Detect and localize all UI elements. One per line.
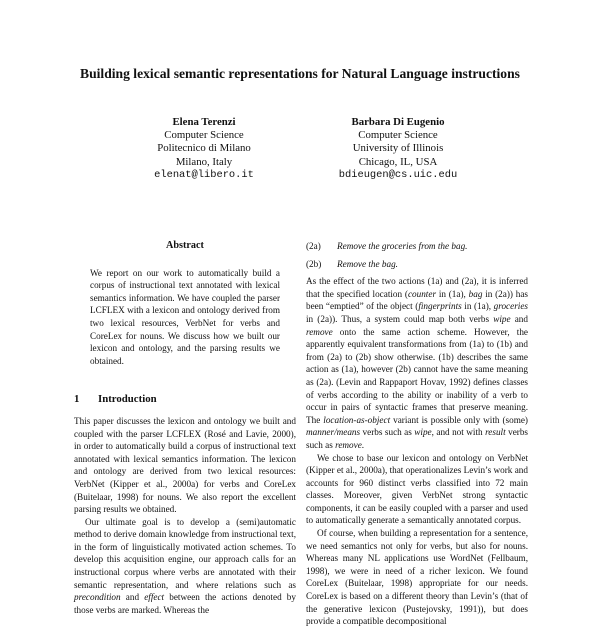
example-text: Remove the groceries from the bag. xyxy=(337,241,468,251)
body-paragraph-2: We chose to base our lexicon and ontology on VerbNet (Kipper et al., 2000a), that operationalizes Levin’s work and accounts for 960 distinct verbs classified into 72 main classes. Moreover, given VerbNet strong syntactic components, it can be easily coupled with a parser and used to automatically generate a semantically annotated corpus. xyxy=(306,452,528,526)
author-block-2 xyxy=(288,116,508,182)
author-institution: Politecnico di Milano xyxy=(157,142,251,155)
left-column xyxy=(74,240,296,616)
section-heading-introduction xyxy=(74,393,296,406)
section-number: 1 xyxy=(74,393,80,406)
intro-paragraph-1: This paper discusses the lexicon and ontology we built and coupled with the parser LCFLEX (Rosé and Lavie, 2000), in order to automatically build a corpus of instructional text annotated with lexical semantics information. The lexicon and ontology are derived from two lexical resources: VerbNet (Kipper et al., 2000a) for verbs and CoreLex (Buitelaar, 1998) for nouns. We also report the excellent parsing results we obtained. xyxy=(74,415,296,515)
example-2a xyxy=(306,240,528,253)
section-title: Introduction xyxy=(98,393,157,406)
author-block-1 xyxy=(94,116,314,182)
author-location: Chicago, IL, USA xyxy=(358,155,438,168)
body-paragraph-1: As the effect of the two actions (1a) and (2a), it is inferred that the specified location (counter in (1a), bag in (2a)) has been “emptied” of the object (fingerprints in (1a), groceries in (2a)). Thus, a system could map both verbs wipe and remove onto the same action scheme. However, the apparently equivalent transformations from (1a) to (1b) and from (2a) to (2b) show otherwise. (1b) describes the same action as (1a), however (2b) cannot have the same meaning as (2a). (Levin and Rappaport Hovav, 1992) defines classes of verbs according to the ability or inability of a verb to occur in pairs of syntactic frames that preserve meaning. The location-as-object variant is possible only with (some) manner/means verbs such as wipe, and not with result verbs such as remove. xyxy=(306,276,528,450)
right-column xyxy=(306,240,528,628)
abstract-heading: Abstract xyxy=(166,240,204,251)
author-institution: University of Illinois xyxy=(352,142,444,155)
abstract-text: We report on our work to automatically build a corpus of instructional text annotated with lexical semantics information. We have coupled the parser LCFLEX with a lexicon and ontology derived from two lexical resources, VerbNet for verbs and CoreLex for nouns. We discuss how we built our lexicon and ontology, and the parsing results we obtained. xyxy=(90,267,280,366)
body-paragraph-3: Of course, when building a representation for a sentence, we need semantics not only for verbs, but also for nouns. Whereas many NL applications use WordNet (Fellbaum, 1998), we were in need of a richer lexicon. We found CoreLex (Buitelaar, 1998) appropriate for our needs. CoreLex is based on a different theory than Levin’s (that of the generative lexicon (Pustejovsky, 1991)), but does provide a compatible decompositional xyxy=(306,528,528,627)
author-department: Computer Science xyxy=(358,129,438,142)
author-email[interactable]: bdieugen@cs.uic.edu xyxy=(338,168,458,181)
author-email[interactable]: elenat@libero.it xyxy=(154,168,254,181)
example-tag: (2a) xyxy=(306,241,321,251)
intro-paragraph-2: Our ultimate goal is to develop a (semi)automatic method to derive domain knowledge from instructional text, in the form of linguistically motivated action schemes. To develop this acquisition engine, our approach calls for an instructional corpus where verbs are annotated with their semantic representation, and where relations such as precondition and effect between the actions denoted by those verbs are marked. Whereas the xyxy=(74,516,296,615)
author-name: Elena Terenzi xyxy=(172,116,236,128)
example-2b xyxy=(306,258,528,271)
paper-title: Building lexical semantic representations for Natural Language instructions xyxy=(80,66,520,81)
author-location: Milano, Italy xyxy=(175,155,233,168)
example-tag: (2b) xyxy=(306,258,322,269)
author-department: Computer Science xyxy=(164,129,244,142)
example-text: Remove the bag. xyxy=(337,258,398,269)
author-name: Barbara Di Eugenio xyxy=(351,116,445,128)
